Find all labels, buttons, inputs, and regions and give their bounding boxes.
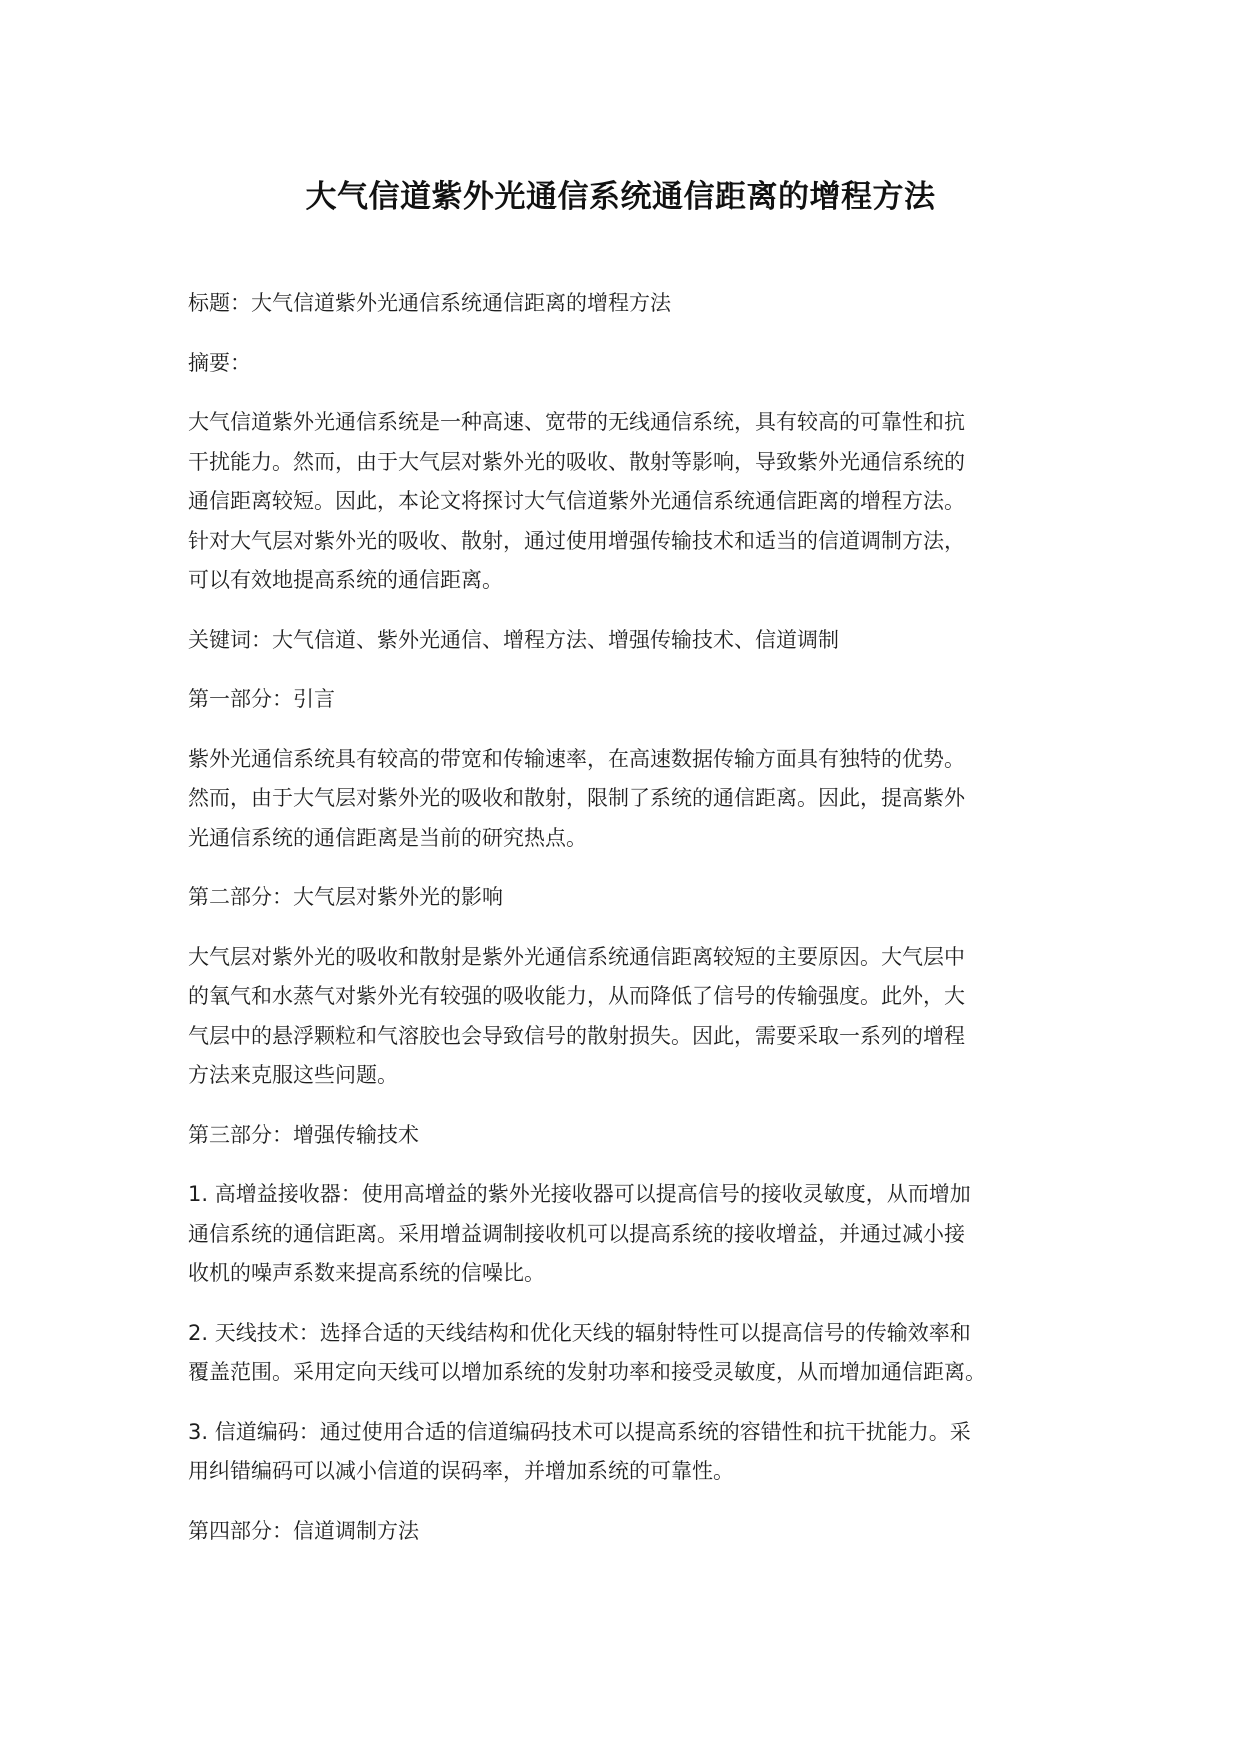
text-line: 然而，由于大气层对紫外光的吸收和散射，限制了系统的通信距离。因此，提高紫外 [188,786,965,810]
text-line: 的氧气和水蒸气对紫外光有较强的吸收能力，从而降低了信号的传输强度。此外，大 [188,984,965,1008]
text-line: 第一部分：引言 [188,687,335,711]
document-title: 大气信道紫外光通信系统通信距离的增程方法 [305,179,936,215]
text-line: 标题：大气信道紫外光通信系统通信距离的增程方法 [188,291,671,315]
text-line: 第二部分：大气层对紫外光的影响 [188,885,503,909]
paragraph-part3-item3 [188,1413,1078,1492]
text-line: 2. 天线技术：选择合适的天线结构和优化天线的辐射特性可以提高信号的传输效率和 [188,1320,971,1345]
text-line: 气层中的悬浮颗粒和气溶胶也会导致信号的散射损失。因此，需要采取一系列的增程 [188,1023,965,1048]
text-line: 可以有效地提高系统的通信距离。 [188,568,503,592]
paragraph-part3-heading [188,1116,1078,1156]
text-line: 针对大气层对紫外光的吸收、散射，通过使用增强传输技术和适当的信道调制方法， [188,528,965,553]
text-line: 方法来克服这些问题。 [188,1063,398,1087]
text-line: 关键词：大气信道、紫外光通信、增程方法、增强传输技术、信道调制 [188,627,839,652]
text-line: 1. 高增益接收器：使用高增益的紫外光接收器可以提高信号的接收灵敏度，从而增加 [188,1182,971,1206]
document-body [188,284,1078,1571]
text-line: 收机的噪声系数来提高系统的信噪比。 [188,1261,545,1285]
paragraph-part3-item1 [188,1175,1078,1294]
text-line: 用纠错编码可以减小信道的误码率，并增加系统的可靠性。 [188,1459,734,1483]
text-line: 摘要： [188,350,251,375]
text-line: 3. 信道编码：通过使用合适的信道编码技术可以提高系统的容错性和抗干扰能力。采 [188,1419,971,1444]
text-line: 大气层对紫外光的吸收和散射是紫外光通信系统通信距离较短的主要原因。大气层中 [188,944,965,969]
text-line: 光通信系统的通信距离是当前的研究热点。 [188,825,587,850]
text-line: 干扰能力。然而，由于大气层对紫外光的吸收、散射等影响，导致紫外光通信系统的 [188,449,965,474]
text-line: 第三部分：增强传输技术 [188,1122,419,1147]
text-line: 大气信道紫外光通信系统是一种高速、宽带的无线通信系统，具有较高的可靠性和抗 [188,410,965,434]
text-line: 第四部分：信道调制方法 [188,1518,419,1543]
text-line: 紫外光通信系统具有较高的带宽和传输速率，在高速数据传输方面具有独特的优势。 [188,746,965,771]
paragraph-part3-item2 [188,1314,1078,1393]
text-line: 通信距离较短。因此，本论文将探讨大气信道紫外光通信系统通信距离的增程方法。 [188,489,965,513]
paragraph-abstract-heading [188,344,1078,384]
paragraph-part1-body [188,740,1078,859]
text-line: 覆盖范围。采用定向天线可以增加系统的发射功率和接受灵敏度，从而增加通信距离。 [188,1360,986,1384]
text-line: 通信系统的通信距离。采用增益调制接收机可以提高系统的接收增益，并通过减小接 [188,1221,965,1246]
paragraph-part2-body [188,938,1078,1096]
paragraph-abstract-body [188,403,1078,601]
paragraph-keywords [188,621,1078,661]
paragraph-part2-heading [188,878,1078,918]
paragraph-title-line [188,284,1078,324]
paragraph-part1-heading [188,680,1078,720]
paragraph-part4-heading [188,1512,1078,1552]
